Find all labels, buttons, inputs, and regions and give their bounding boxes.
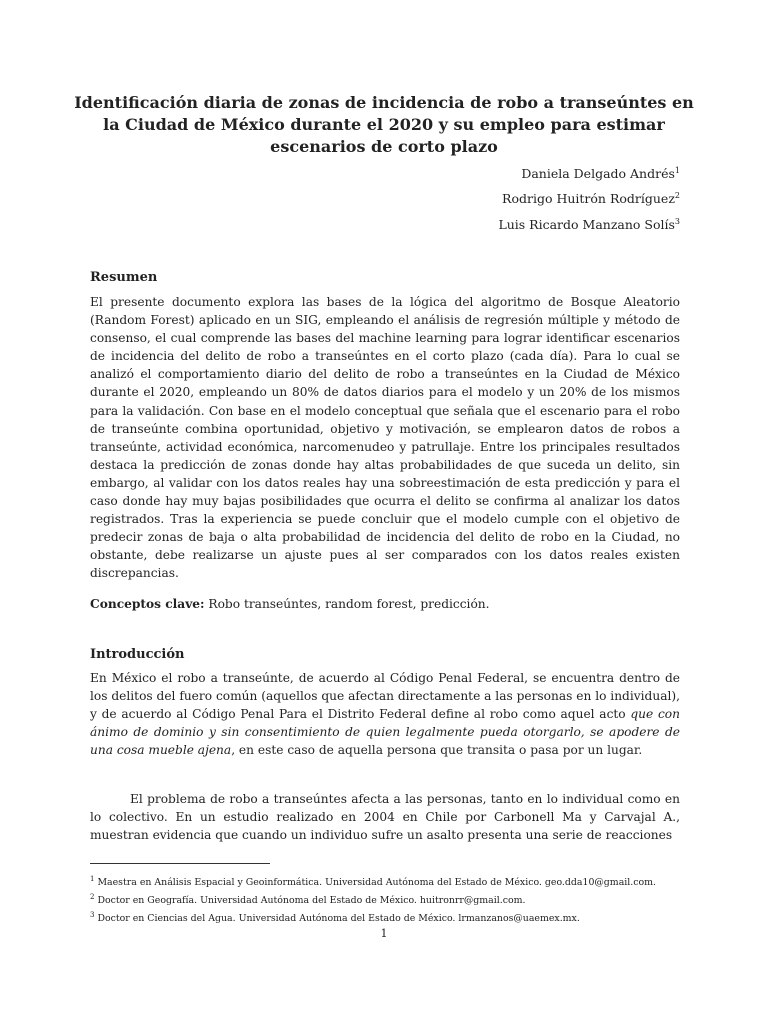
author-name: Luis Ricardo Manzano Solís bbox=[498, 217, 675, 232]
keywords-label: Conceptos clave: bbox=[90, 597, 205, 611]
footnote-marker: 1 bbox=[674, 165, 680, 175]
author-name: Daniela Delgado Andrés bbox=[521, 166, 675, 181]
footnote bbox=[90, 872, 680, 890]
footnotes bbox=[90, 872, 680, 926]
footnote-text: Maestra en Análisis Espacial y Geoinformática. Universidad Autónoma del Estado de México. geo.dda10@gmail.com. bbox=[94, 877, 657, 889]
author-line bbox=[498, 217, 680, 233]
footnote-marker: 3 bbox=[90, 911, 95, 920]
paragraph-text: En México el robo a transeúnte, de acuerdo al Código Penal Federal, se encuentra dentro de los delitos del fuero común (aquellos que afectan directamente a las personas en lo individual), y de acuerdo al Código Penal Para el Distrito Federal define al robo como aquel acto bbox=[90, 671, 680, 722]
footnote-marker: 2 bbox=[90, 893, 95, 902]
page-number: 1 bbox=[380, 927, 388, 940]
paper-title: Identificación diaria de zonas de incidencia de robo a transeúntes en la Ciudad de México durante el 2020 y su empleo para estimar escenarios de corto plazo bbox=[74, 93, 694, 156]
author-name: Rodrigo Huitrón Rodríguez bbox=[502, 191, 675, 206]
abstract-body: El presente documento explora las bases de la lógica del algoritmo de Bosque Aleatorio (Random Forest) aplicado en un SIG, empleando el análisis de regresión múltiple y método de consenso, el cual comprende las bases del machine learning para lograr identificar escenarios de incidencia del delito de robo a transeúntes en el corto plazo (cada día). Para lo cual se analizó el comportamiento diario del delito de robo a transeúntes en la Ciudad de México durante el 2020, empleando un 80% de datos diarios para el modelo y un 20% de los mismos para la validación. Con base en el modelo conceptual que señala que el escenario para el robo de transeúnte combina oportunidad, objetivo y motivación, se emplearon datos de robos a transeúnte, actividad económica, narcomenudeo y patrullaje. Entre los principales resultados destaca la predicción de zonas donde hay altas probabilidades de que suceda un delito, sin embargo, al validar con los datos reales hay una sobreestimación de esta predicción y para el caso donde hay muy bajas posibilidades que ocurra el delito se confirma al analizar los datos registrados. Tras la experiencia se puede concluir que el modelo cumple con el objetivo de predecir zonas de baja o alta probabilidad de incidencia del delito de robo en la Ciudad, no obstante, debe realizarse un ajuste pues al ser comparados con los datos reales existen discrepancias. bbox=[90, 295, 680, 581]
abstract-heading: Resumen bbox=[90, 270, 158, 285]
footnote-marker: 1 bbox=[90, 875, 95, 883]
footnote bbox=[90, 908, 680, 926]
keywords-line bbox=[90, 595, 680, 613]
footnote-marker: 3 bbox=[674, 216, 680, 226]
author-line bbox=[521, 166, 680, 182]
footnote-marker: 2 bbox=[674, 190, 680, 200]
footnote-text: Doctor en Geografía. Universidad Autónoma del Estado de México. huitronrr@gmail.com. bbox=[94, 895, 526, 907]
author-line bbox=[502, 191, 680, 207]
footnote bbox=[90, 890, 680, 908]
introduction-heading: Introducción bbox=[90, 647, 185, 662]
paragraph-text: , en este caso de aquella persona que transita o pasa por un lugar. bbox=[231, 743, 643, 758]
footnote-text: Doctor en Ciencias del Agua. Universidad Autónoma del Estado de México. lrmanzanos@uaemex.mx. bbox=[94, 913, 580, 925]
legal-definition-quote: que con ánimo de dominio y sin consentimiento de quien legalmente pueda otorgarlo, se apodere de una cosa mueble ajena bbox=[90, 707, 680, 758]
introduction-paragraph-2: El problema de robo a transeúntes afecta a las personas, tanto en lo individual como en lo colectivo. En un estudio realizado en 2004 en Chile por Carbonell Ma y Carvajal A., muestran evidencia que cuando un individuo sufre un asalto presenta una serie de reacciones bbox=[90, 792, 680, 843]
keywords-text: Robo transeúntes, random forest, predicción. bbox=[204, 597, 490, 611]
introduction-paragraph-1 bbox=[90, 669, 680, 759]
footnote-separator bbox=[90, 863, 270, 864]
